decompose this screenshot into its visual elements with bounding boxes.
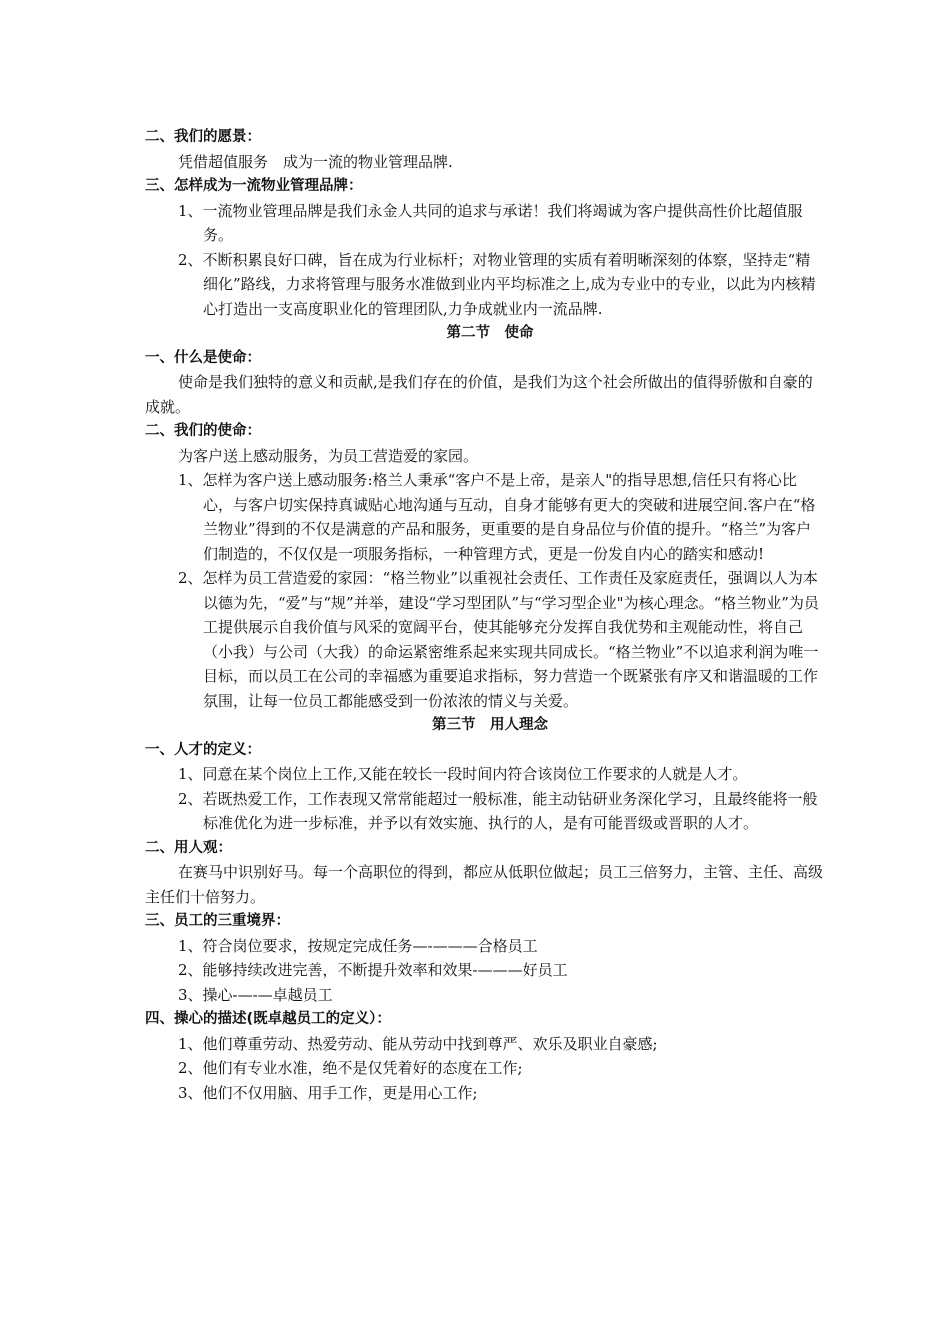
list-item: 2、怎样为员工营造爱的家园：“格兰物业”以重视社会责任、工作责任及家庭责任，强调以人为本以德为先，“爱”与“规”并举，建设“学习型团队”与“学习型企业"为核心理念。“格兰物业”为员工提供展示自我价值与风采的宽阔平台，使其能够充分发挥自我优势和主观能动性，将自己（小我）与公司（大我）的命运紧密维系起来实现共同成长。“格兰物业”不以追求利润为唯一目标，而以员工在公司的幸福感为重要追求指标，努力营造一个既紧张有序又和谐温暖的工作氛围，让每一位员工都能感受到一份浓浓的情义与关爱。 [178, 569, 819, 710]
vision-text: 凭借超值服务 成为一流的物业管理品牌. [178, 152, 453, 171]
list-item: 1、他们尊重劳动、热爱劳动、能从劳动中找到尊严、欢乐及职业自豪感; [178, 1034, 658, 1053]
mission-definition: 使命是我们独特的意义和贡献,是我们存在的价值，是我们为这个社会所做出的值得骄傲和自豪的成就。 [145, 373, 813, 416]
document-body [145, 125, 825, 1105]
heading-talent-definition: 一、人才的定义： [145, 741, 261, 758]
list-item: 1、符合岗位要求，按规定完成任务—-———合格员工 [178, 936, 538, 955]
list-item: 2、他们有专业水准，绝不是仅凭着好的态度在工作; [178, 1059, 523, 1077]
heading-how-to-be-brand: 三、怎样成为一流物业管理品牌： [145, 178, 363, 194]
heading-our-mission: 二、我们的使命： [145, 423, 261, 439]
heading-talent-view: 二、用人观： [145, 839, 232, 856]
list-item: 1、同意在某个岗位上工作,又能在较长一段时间内符合该岗位工作要求的人就是人才。 [178, 765, 748, 783]
heading-care-description: 四、操心的描述(既卓越员工的定义）： [145, 1011, 391, 1027]
heading-employee-levels: 三、员工的三重境界： [145, 913, 290, 929]
list-item: 2、若既热爱工作，工作表现又常常能超过一般标准，能主动钻研业务深化学习，且最终能将一般标准优化为进一步标准，并予以有效实施、执行的人，是有可能晋级或晋职的人才。 [178, 789, 818, 832]
section-title-mission: 第二节 使命 [446, 325, 534, 341]
list-item: 3、操心-—-—卓越员工 [178, 985, 333, 1004]
talent-view-text: 在赛马中识别好马。每一个高职位的得到，都应从低职位做起；员工三倍努力，主管、主任、高级主任们十倍努力。 [145, 863, 824, 906]
heading-vision: 二、我们的愿景： [145, 129, 261, 145]
list-item: 2、不断积累良好口碑，旨在成为行业标杆；对物业管理的实质有着明晰深刻的体察，坚持走“精细化”路线，力求将管理与服务水准做到业内平均标准之上,成为专业中的专业，以此为内核精心打造出一支高度职业化的管理团队,力争成就业内一流品牌. [178, 250, 816, 318]
heading-what-is-mission: 一、什么是使命： [145, 349, 261, 366]
list-item: 1、怎样为客户送上感动服务:格兰人秉承“客户不是上帝，是亲人"的指导思想,信任只有将心比心，与客户切实保持真诚贴心地沟通与互动，自身才能够有更大的突破和进展空间.客户在“格兰物业”得到的不仅是满意的产品和服务，更重要的是自身品位与价值的提升。“格兰”为客户们制造的，不仅仅是一项服务指标，一种管理方式，更是一份发自内心的踏实和感动! [178, 471, 816, 563]
section-title-talent: 第三节 用人理念 [432, 717, 548, 733]
mission-text: 为客户送上感动服务，为员工营造爱的家园。 [178, 446, 479, 465]
list-item: 3、他们不仅用脑、用手工作，更是用心工作; [178, 1083, 478, 1102]
list-item: 1、一流物业管理品牌是我们永金人共同的追求与承诺！我们将竭诚为客户提供高性价比超值服务。 [178, 201, 803, 244]
list-item: 2、能够持续改进完善，不断提升效率和效果-———好员工 [178, 961, 568, 979]
